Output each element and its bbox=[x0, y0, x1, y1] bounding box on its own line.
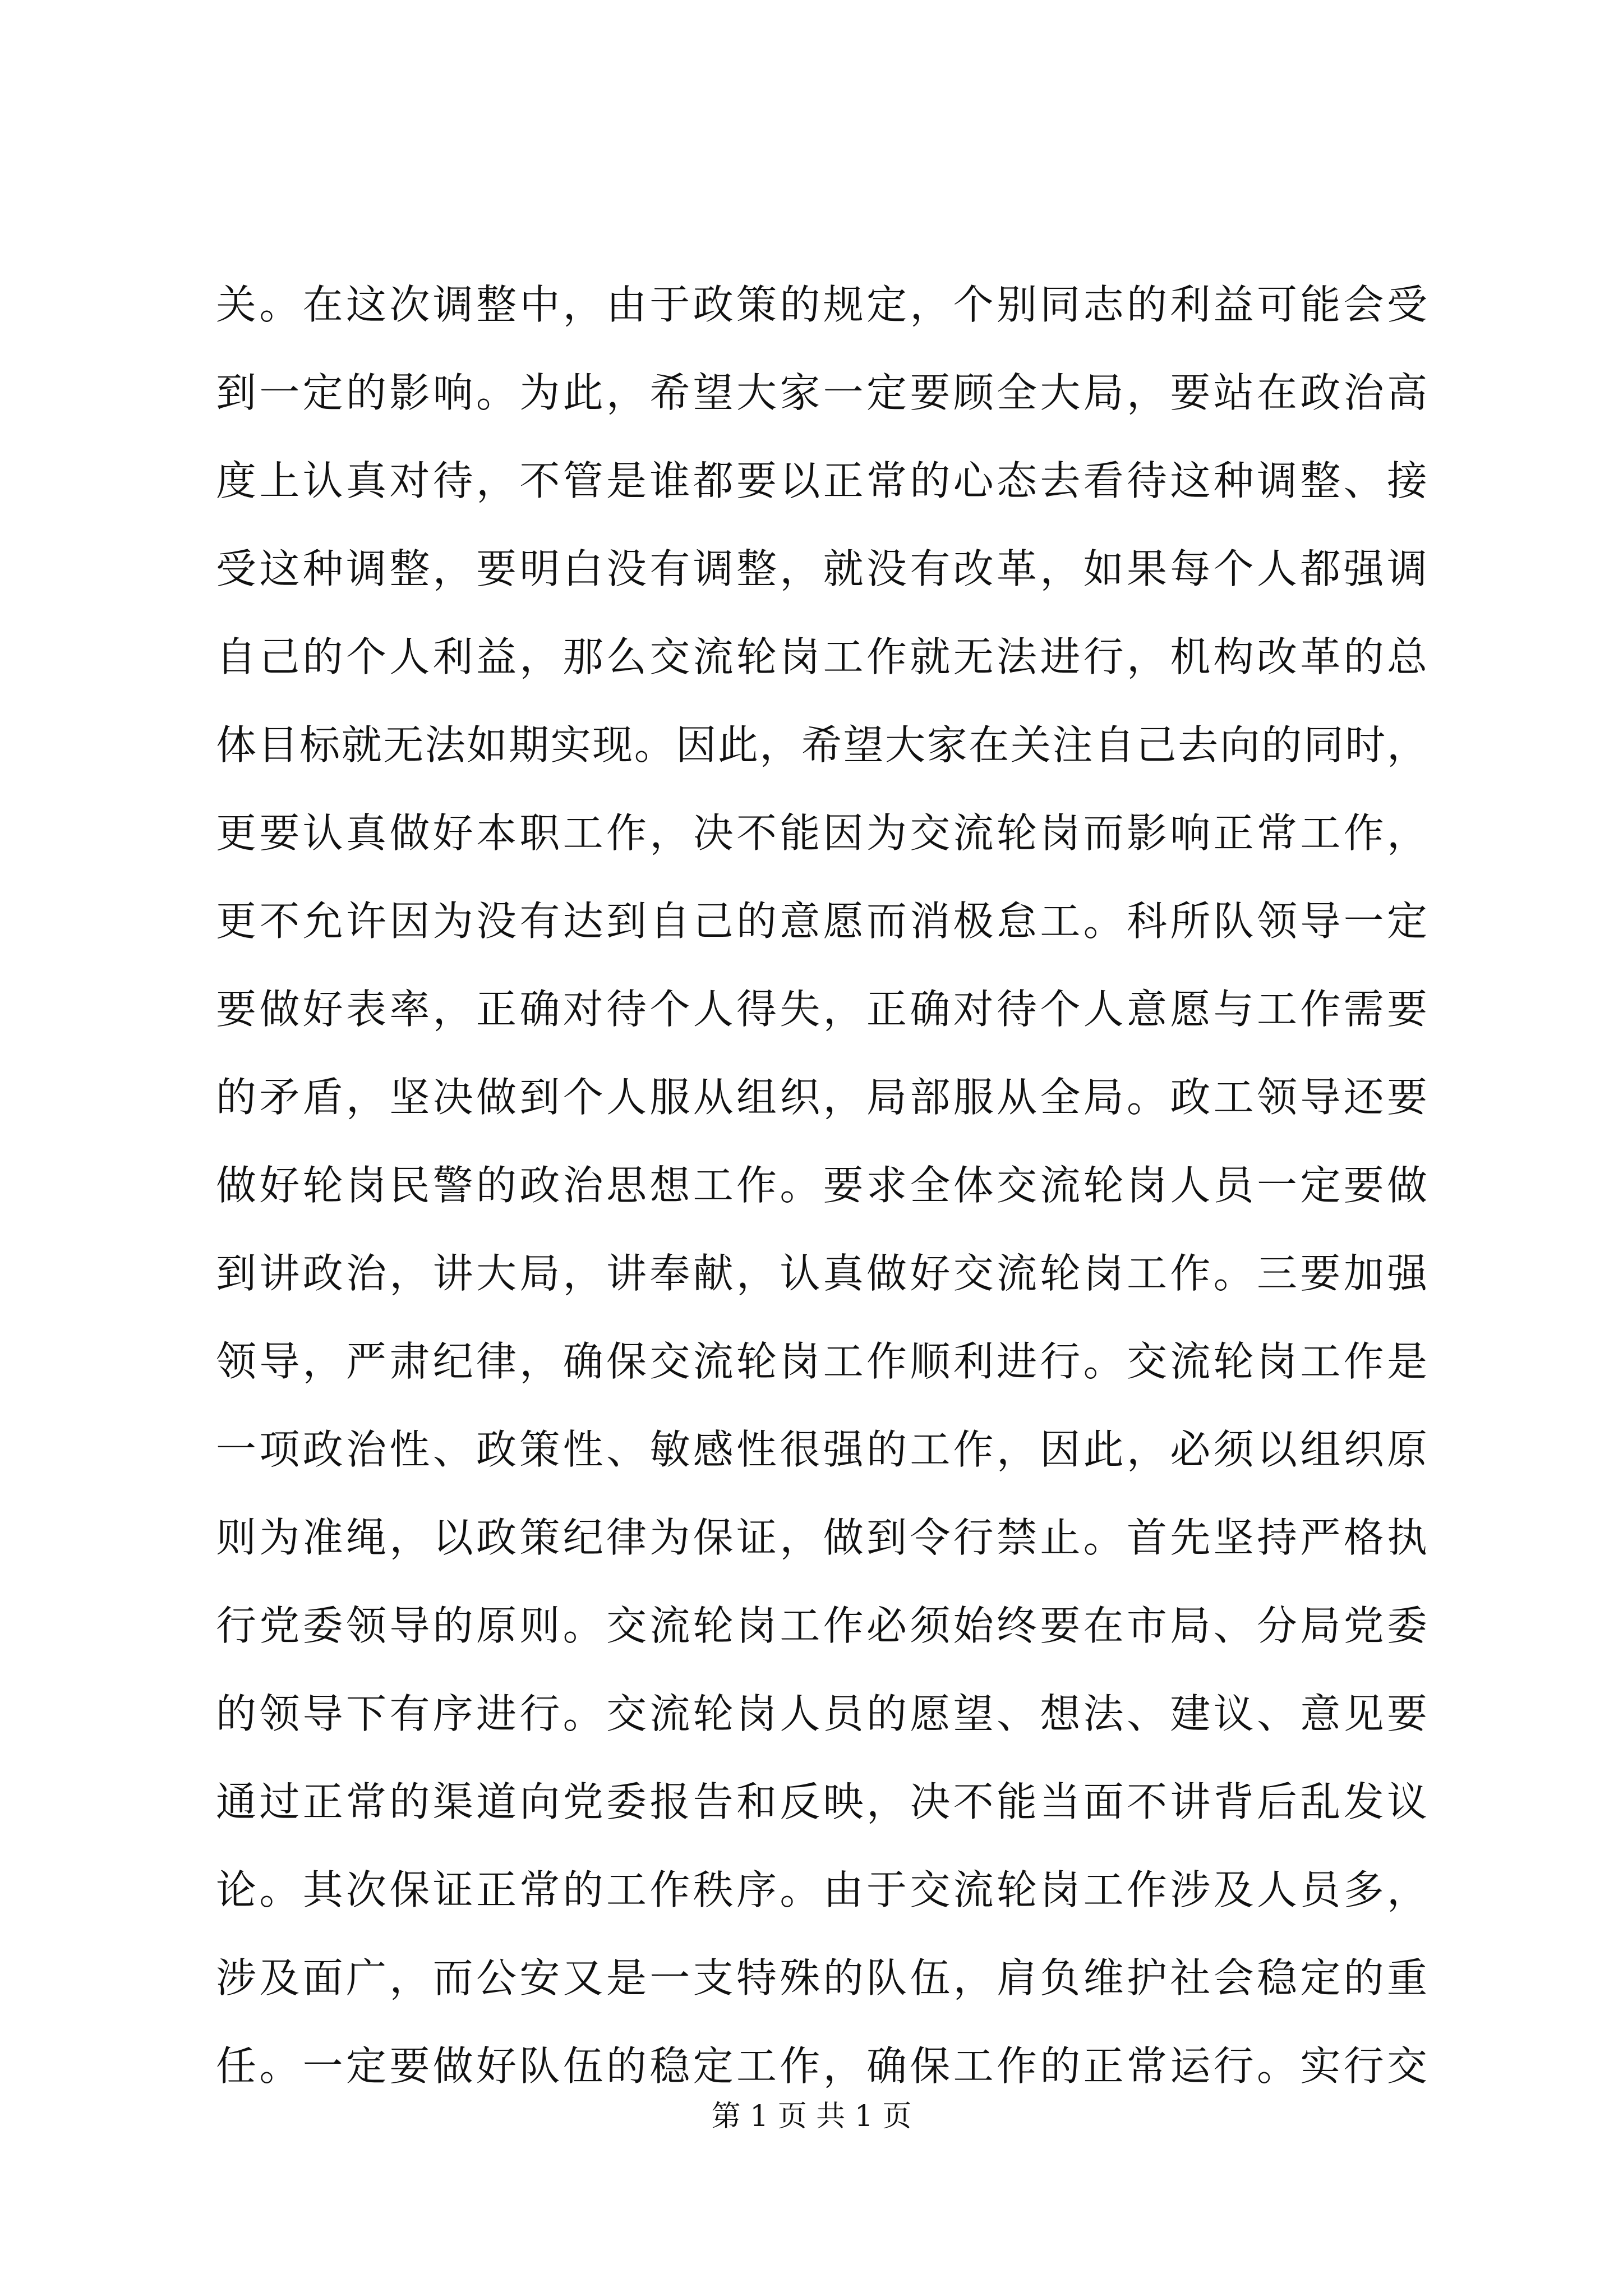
text-line: 则为准绳，以政策纪律为保证，做到令行禁止。首先坚持严格执 bbox=[216, 1514, 1427, 1561]
text-line: 自己的个人利益，那么交流轮岗工作就无法进行，机构改革的总 bbox=[216, 633, 1427, 680]
text-line: 行党委领导的原则。交流轮岗工作必须始终要在市局、分局党委 bbox=[216, 1602, 1427, 1649]
page-footer bbox=[0, 2097, 1623, 2136]
text-line: 受这种调整，要明白没有调整，就没有改革，如果每个人都强调 bbox=[216, 545, 1427, 592]
text-line: 要做好表率，正确对待个人得失，正确对待个人意愿与工作需要 bbox=[216, 986, 1427, 1033]
text-line: 更要认真做好本职工作，决不能因为交流轮岗而影响正常工作， bbox=[216, 809, 1427, 857]
page-number: 第 1 页 共 1 页 bbox=[711, 2100, 912, 2133]
text-line: 度上认真对待，不管是谁都要以正常的心态去看待这种调整、接 bbox=[216, 457, 1427, 504]
text-line: 到一定的影响。为此，希望大家一定要顾全大局，要站在政治高 bbox=[216, 369, 1427, 416]
text-line: 的矛盾，坚决做到个人服从组织，局部服从全局。政工领导还要 bbox=[216, 1074, 1427, 1121]
body-paragraph bbox=[216, 261, 1427, 2110]
text-line: 体目标就无法如期实现。因此，希望大家在关注自己去向的同时， bbox=[216, 721, 1427, 769]
text-line: 论。其次保证正常的工作秩序。由于交流轮岗工作涉及人员多， bbox=[216, 1866, 1427, 1913]
text-line: 做好轮岗民警的政治思想工作。要求全体交流轮岗人员一定要做 bbox=[216, 1162, 1427, 1209]
text-line: 的领导下有序进行。交流轮岗人员的愿望、想法、建议、意见要 bbox=[216, 1690, 1427, 1737]
text-line: 更不允许因为没有达到自己的意愿而消极怠工。科所队领导一定 bbox=[216, 898, 1427, 945]
text-line: 涉及面广，而公安又是一支特殊的队伍，肩负维护社会稳定的重 bbox=[216, 1954, 1427, 2001]
text-line: 关。在这次调整中，由于政策的规定，个别同志的利益可能会受 bbox=[216, 281, 1427, 328]
text-line: 一项政治性、政策性、敏感性很强的工作，因此，必须以组织原 bbox=[216, 1426, 1427, 1473]
text-line: 任。一定要做好队伍的稳定工作，确保工作的正常运行。实行交 bbox=[216, 2042, 1427, 2090]
text-line: 到讲政治，讲大局，讲奉献，认真做好交流轮岗工作。三要加强 bbox=[216, 1250, 1427, 1297]
text-line: 通过正常的渠道向党委报告和反映，决不能当面不讲背后乱发议 bbox=[216, 1778, 1427, 1825]
text-line: 领导，严肃纪律，确保交流轮岗工作顺利进行。交流轮岗工作是 bbox=[216, 1338, 1427, 1385]
